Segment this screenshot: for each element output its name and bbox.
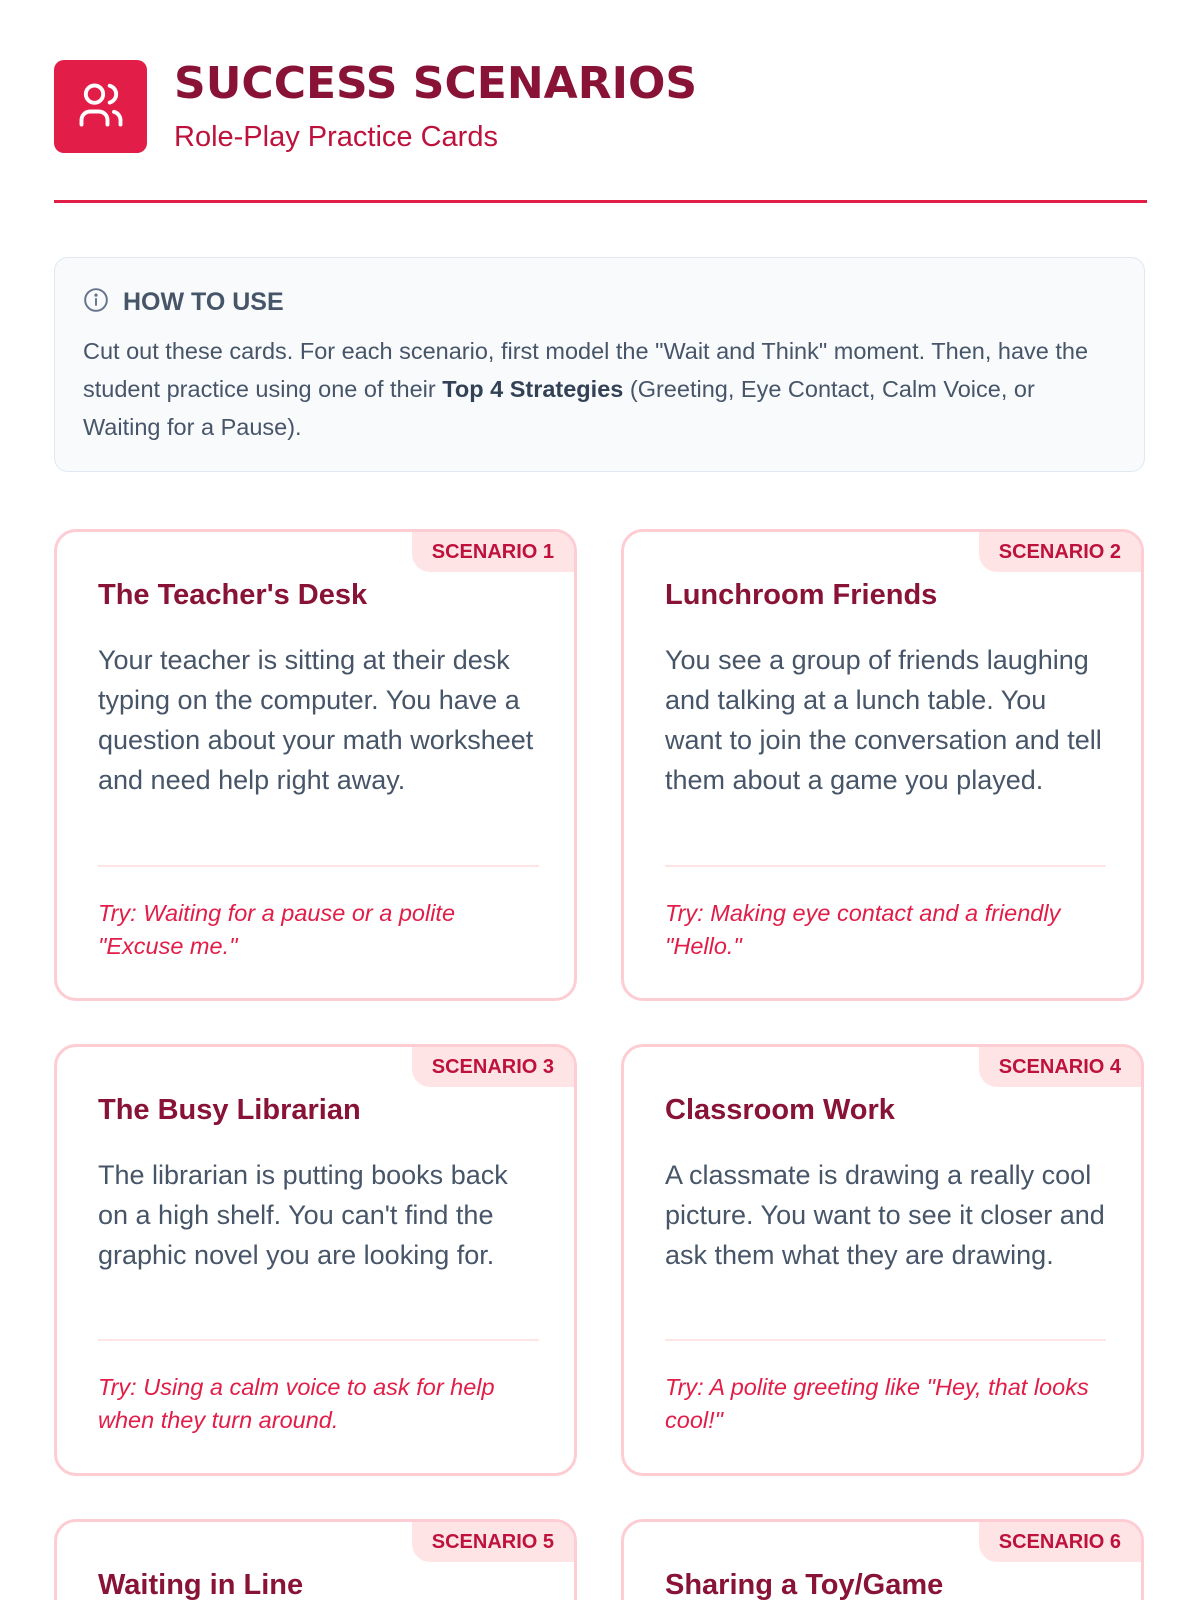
scenario-description: A classmate is drawing a really cool picture. You want to see it closer and ask them what they are drawing. [665,1160,1105,1270]
page-title: SUCCESS SCENARIOS [174,58,698,109]
scenario-card [54,1044,577,1476]
scenario-card [54,529,577,1001]
scenario-tip: Try: Waiting for a pause or a polite "Excuse me." [98,900,456,959]
scenario-title: Sharing a Toy/Game [665,1569,944,1600]
scenario-badge: SCENARIO 3 [412,1047,574,1087]
page-subtitle: Role-Play Practice Cards [174,121,498,153]
card-divider [98,1339,539,1341]
how-to-use-title: HOW TO USE [123,287,284,316]
scenario-badge: SCENARIO 1 [412,532,574,572]
how-to-use-strategies: Top 4 Strategies [442,376,624,402]
scenario-card [54,1519,577,1600]
scenario-title: Waiting in Line [98,1569,304,1600]
scenario-tip: Try: A polite greeting like "Hey, that looks cool!" [665,1374,1089,1433]
scenario-tip: Try: Using a calm voice to ask for help when they turn around. [98,1374,495,1433]
card-divider [98,865,539,867]
scenario-description: Your teacher is sitting at their desk typing on the computer. You have a question about your math worksheet and need help right away. [98,645,534,795]
card-divider [665,1339,1106,1341]
scenario-description: The librarian is putting books back on a high shelf. You can't find the graphic novel you are looking for. [98,1160,508,1270]
scenario-badge: SCENARIO 5 [412,1522,574,1562]
scenario-card [621,1044,1144,1476]
scenario-title: The Busy Librarian [98,1094,361,1126]
scenario-description: You see a group of friends laughing and talking at a lunch table. You want to join the conversation and tell them about a game you played. [665,645,1102,795]
scenario-tip: Try: Making eye contact and a friendly "Hello." [665,900,1061,959]
header-divider [54,200,1147,203]
scenario-title: Lunchroom Friends [665,579,938,611]
scenario-card [621,1519,1144,1600]
how-to-use-text-part: (Greeting, Eye Contact, Calm Voice, or Waiting for a Pause). [83,376,1035,440]
scenario-card [621,529,1144,1001]
how-to-use-text-part: Cut out these cards. For each scenario, first model the "Wait and Think" moment. Then, have the student practice using one of their [83,338,1089,402]
how-to-use-heading [83,286,1116,318]
scenario-badge: SCENARIO 4 [979,1047,1141,1087]
logo [54,60,147,153]
scenario-title: The Teacher's Desk [98,579,368,611]
scenario-title: Classroom Work [665,1094,895,1126]
info-icon [83,287,123,317]
how-to-use-text [83,332,1116,446]
users-icon [75,79,127,135]
how-to-use-panel [54,257,1145,472]
scenario-badge: SCENARIO 6 [979,1522,1141,1562]
card-divider [665,865,1106,867]
header [54,60,1147,160]
scenario-badge: SCENARIO 2 [979,532,1141,572]
